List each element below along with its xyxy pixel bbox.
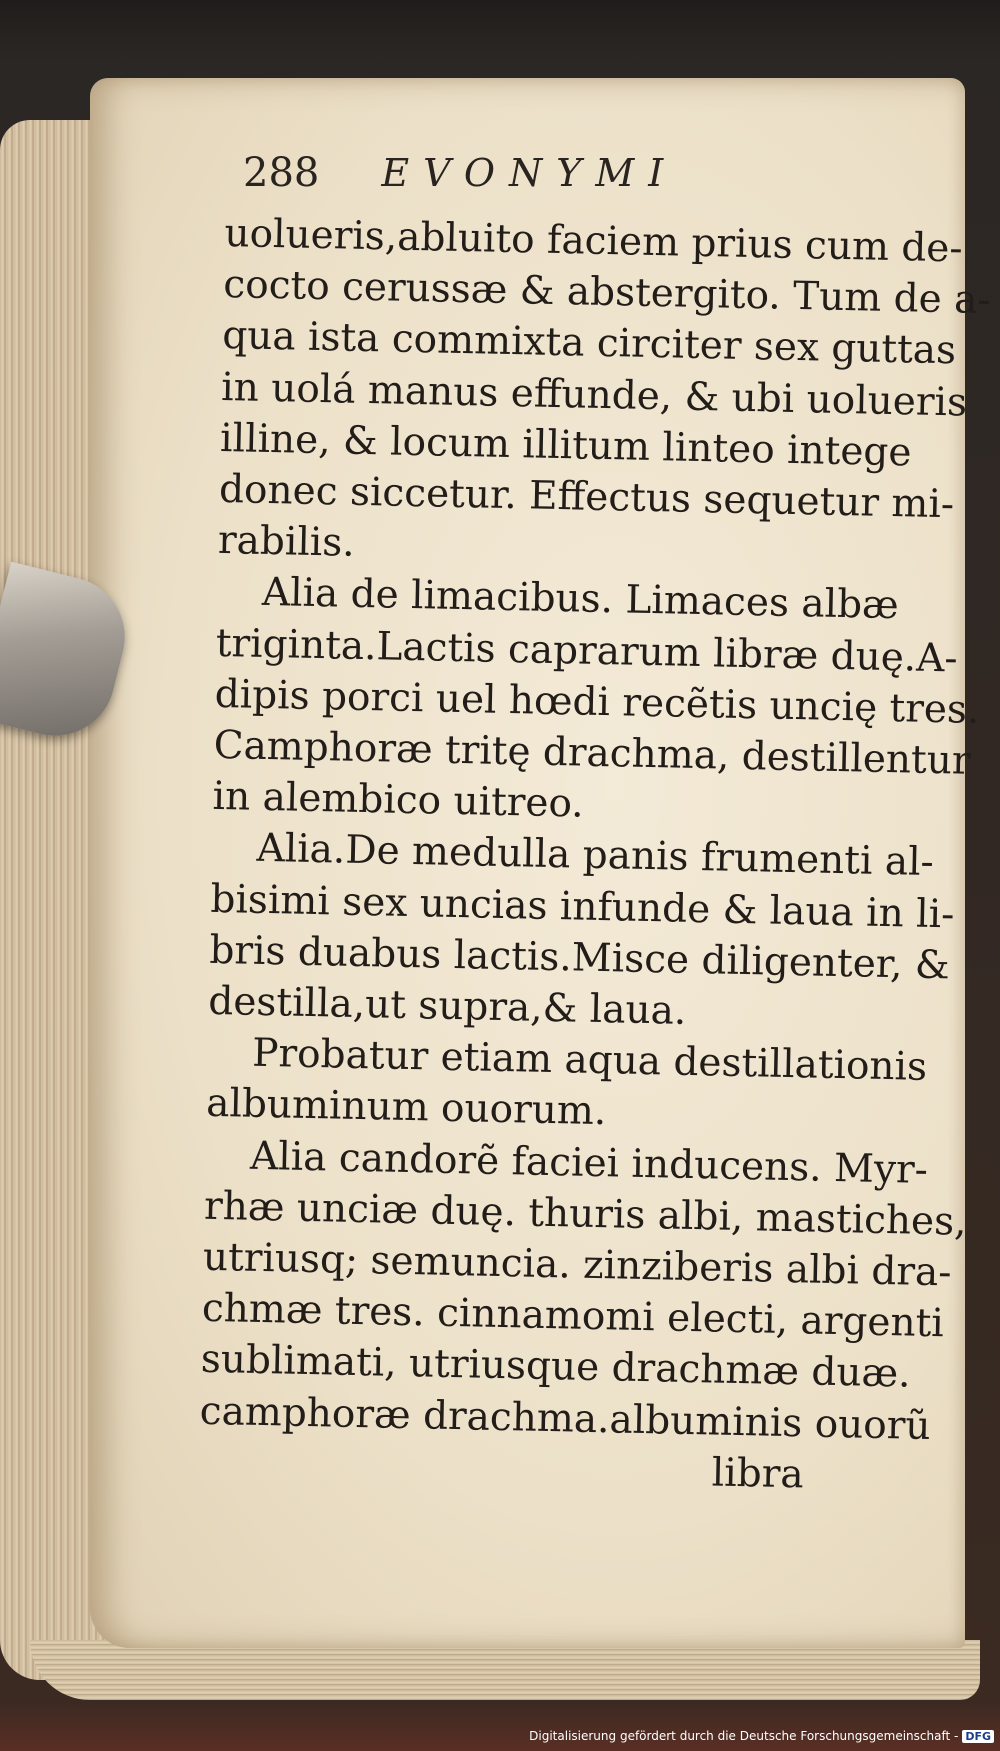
text-line: Alia de limacibus. Limaces albæ [261,570,900,629]
text-line: illine, & locum illitum linteo intege [219,415,912,476]
text-line: bisimi sex uncias infunde & laua in li- [210,876,955,938]
text-line: bris duabus lactis.Misce diligenter, & [208,927,951,989]
text-line: camphoræ drachma.albuminis ouorũ [199,1388,932,1449]
text-line: sublimati, utriusque drachmæ duæ. [200,1337,912,1398]
text-line: uolueris,abluito faciem prius cum de- [223,210,964,272]
text-line: destilla,ut supra,& laua. [207,978,687,1034]
text-line: in uolá manus effunde, & ubi uolueris [220,364,968,426]
text-line: qua ista commixta circiter sex guttas [221,313,957,374]
page-edges-bottom [30,1640,980,1700]
text-line: Alia candorẽ faciei inducens. Myr- [249,1133,929,1193]
text-line: in alembico uitreo. [212,774,585,827]
running-head: EVONYMI [381,151,678,195]
text-line: albuminum ouorum. [205,1081,607,1135]
body-text [198,208,992,1502]
text-line: rhæ unciæ duę. thuris albi, mastiches, [203,1183,968,1245]
catchword: libra [711,1450,805,1498]
text-line: dipis porci uel hœdi recẽtis uncię tres. [214,671,980,733]
text-line: rabilis. [217,518,356,567]
text-line: cocto cerussæ & abstergito. Tum de a- [222,262,992,324]
text-line: Alia.De medulla panis frumenti al- [256,826,935,886]
text-line: utriusq; semuncia. zinziberis albi dra- [202,1234,952,1296]
page-number: 288 [243,150,320,196]
text-line: triginta.Lactis caprarum libræ duę.A- [215,620,959,682]
digitization-credit [529,1725,994,1747]
text-line: Camphoræ tritę drachma, destillentur [213,722,971,784]
credit-text: Digitalisierung gefördert durch die Deutsche Forschungsgemeinschaft - [529,1729,959,1743]
text-line: chmæ tres. cinnamomi electi, argenti [201,1286,945,1347]
text-line: Probatur etiam aqua destillationis [251,1031,928,1091]
dfg-logo: DFG [962,1730,994,1743]
page-header [243,150,763,210]
text-line: donec siccetur. Effectus sequetur mi- [218,466,955,528]
